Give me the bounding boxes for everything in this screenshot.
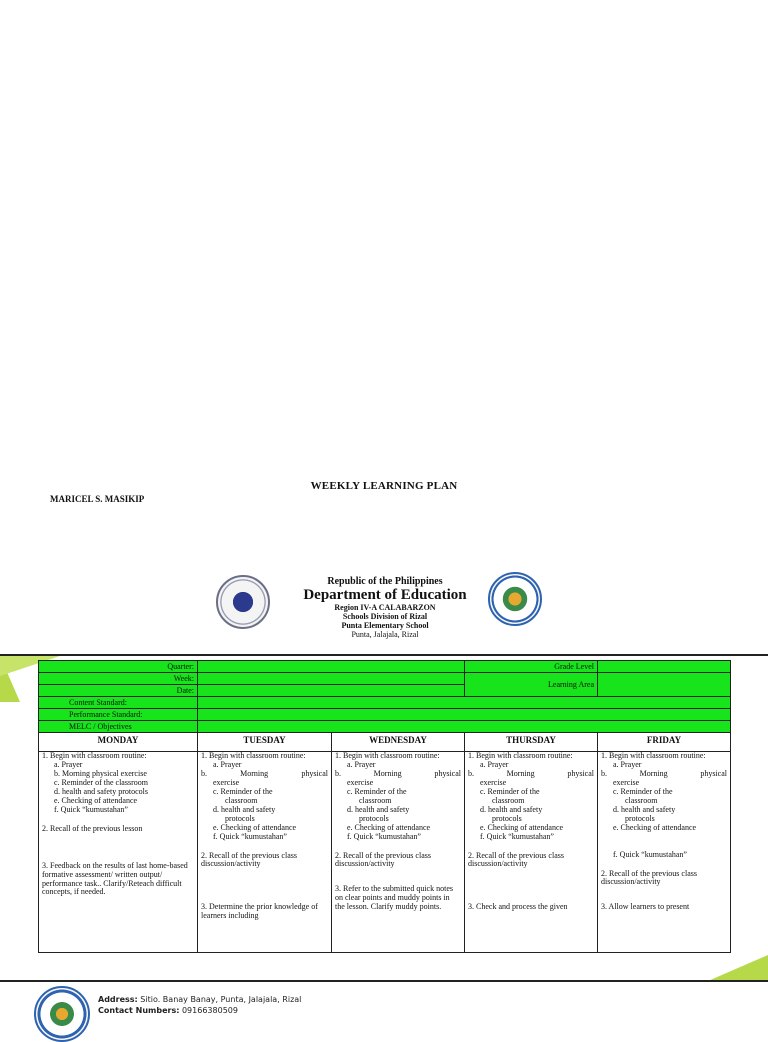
routine-reminder-short: c. Reminder of the — [213, 786, 273, 796]
performance-standard-value[interactable] — [198, 709, 731, 721]
thursday-activities — [465, 752, 598, 953]
tuesday-recall: 2. Recall of the previous class discussion/activity — [201, 850, 297, 869]
routine-kumustahan: f. Quick “kumustahan” — [613, 849, 687, 859]
routine-health: d. health and safety protocols — [54, 786, 148, 796]
wednesday-recall: 2. Recall of the previous class discussion/activity — [335, 850, 431, 869]
routine-reminder-short: c. Reminder of the — [347, 786, 407, 796]
school-address-line: Punta, Jalajala, Rizal — [351, 629, 419, 639]
thursday-check: 3. Check and process the given — [468, 902, 568, 912]
week-value[interactable] — [198, 673, 465, 685]
friday-allow: 3. Allow learners to present — [601, 902, 690, 912]
routine-morning-b: b. — [201, 768, 207, 778]
day-header-thursday: THURSDAY — [465, 733, 598, 752]
routine-morning-b: b. — [335, 768, 341, 778]
routine-health-short: d. health and safety — [480, 804, 543, 814]
content-standard-label: Content Standard: — [39, 697, 198, 709]
routine-reminder-short: c. Reminder of the — [480, 786, 540, 796]
routine-reminder: c. Reminder of the classroom — [54, 777, 148, 787]
republic-line: Republic of the Philippines — [327, 576, 443, 587]
performance-standard-label: Performance Standard: — [39, 709, 198, 721]
date-label: Date: — [39, 685, 198, 697]
routine-morning-b: b. — [601, 768, 607, 778]
wednesday-activities — [332, 752, 465, 953]
grade-level-value[interactable] — [598, 661, 731, 673]
routine-prayer: a. Prayer — [347, 759, 376, 769]
routine-begin: 1. Begin with classroom routine: — [601, 751, 706, 760]
routine-protocols: protocols — [625, 813, 655, 823]
routine-morning: b. Morning physical exercise — [54, 768, 147, 778]
friday-recall: 2. Recall of the previous class discussion/activity — [601, 868, 697, 887]
routine-begin: 1. Begin with classroom routine: — [335, 751, 440, 760]
routine-reminder-short: c. Reminder of the — [613, 786, 673, 796]
letterhead — [220, 576, 550, 640]
melc-label: MELC / Objectives — [39, 721, 198, 733]
melc-value[interactable] — [198, 721, 731, 733]
routine-attendance: e. Checking of attendance — [213, 822, 297, 832]
footer-contact — [98, 995, 301, 1017]
contact-label: Contact Numbers: — [98, 1005, 180, 1015]
routine-exercise: exercise — [347, 777, 374, 787]
routine-morning-physical: physical — [700, 768, 727, 778]
department-line: Department of Education — [303, 587, 467, 604]
day-header-friday: FRIDAY — [598, 733, 731, 752]
routine-morning-b: b. — [468, 768, 474, 778]
date-value[interactable] — [198, 685, 465, 697]
routine-prayer: a. Prayer — [613, 759, 642, 769]
region-line: Region IV-A CALABARZON — [334, 602, 436, 612]
routine-prayer: a. Prayer — [480, 759, 509, 769]
routine-kumustahan: f. Quick “kumustahan” — [480, 831, 554, 841]
document-title: WEEKLY LEARNING PLAN — [310, 480, 458, 492]
tuesday-activities — [198, 752, 332, 953]
day-header-wednesday: WEDNESDAY — [332, 733, 465, 752]
teacher-name: MARICEL S. MASIKIP — [50, 494, 145, 504]
week-label: Week: — [39, 673, 198, 685]
monday-activities — [39, 752, 198, 953]
routine-exercise: exercise — [480, 777, 507, 787]
weekly-plan-table — [38, 660, 731, 953]
routine-protocols: protocols — [492, 813, 522, 823]
decor-triangle-right — [708, 955, 768, 981]
day-header-tuesday: TUESDAY — [198, 733, 332, 752]
friday-activities — [598, 752, 731, 953]
learning-area-value[interactable] — [598, 673, 731, 697]
thursday-recall: 2. Recall of the previous class discussion/activity — [468, 850, 564, 869]
footer-school-seal-icon — [34, 986, 90, 1042]
routine-morning-word: Morning — [506, 768, 535, 778]
routine-health-short: d. health and safety — [347, 804, 410, 814]
routine-exercise: exercise — [213, 777, 240, 787]
footer-divider — [0, 980, 768, 982]
routine-morning-physical: physical — [434, 768, 461, 778]
routine-protocols: protocols — [225, 813, 255, 823]
routine-morning-word: Morning — [639, 768, 668, 778]
routine-classroom: classroom — [492, 795, 525, 805]
monday-recall: 2. Recall of the previous lesson — [42, 823, 143, 833]
routine-attendance: e. Checking of attendance — [613, 822, 697, 832]
routine-kumustahan: f. Quick “kumustahan” — [347, 831, 421, 841]
address-value: Sitio. Banay Banay, Punta, Jalajala, Rizal — [140, 995, 302, 1004]
routine-classroom: classroom — [625, 795, 658, 805]
routine-health-short: d. health and safety — [213, 804, 276, 814]
routine-attendance: e. Checking of attendance — [480, 822, 564, 832]
content-standard-value[interactable] — [198, 697, 731, 709]
routine-classroom: classroom — [225, 795, 258, 805]
routine-protocols: protocols — [359, 813, 389, 823]
school-line: Punta Elementary School — [341, 620, 429, 630]
address-label: Address: — [98, 995, 138, 1004]
wednesday-refer: 3. Refer to the submitted quick notes on clear points and muddy points in the lesson. Clarify muddy points. — [335, 884, 453, 912]
routine-begin: 1. Begin with classroom routine: — [468, 751, 573, 760]
routine-begin: 1. Begin with classroom routine: — [201, 751, 306, 760]
learning-area-label: Learning Area — [465, 673, 598, 697]
routine-kumustahan: f. Quick “kumustahan” — [54, 804, 128, 814]
quarter-label: Quarter: — [39, 661, 198, 673]
routine-exercise: exercise — [613, 777, 640, 787]
routine-morning-word: Morning — [240, 768, 269, 778]
routine-health-short: d. health and safety — [613, 804, 676, 814]
division-line: Schools Division of Rizal — [342, 611, 428, 621]
quarter-value[interactable] — [198, 661, 465, 673]
routine-morning-physical: physical — [301, 768, 328, 778]
routine-begin: 1. Begin with classroom routine: — [42, 751, 147, 760]
header-divider — [0, 654, 768, 656]
grade-level-label: Grade Level — [465, 661, 598, 673]
routine-attendance: e. Checking of attendance — [347, 822, 431, 832]
routine-prayer: a. Prayer — [213, 759, 242, 769]
day-header-monday: MONDAY — [39, 733, 198, 752]
tuesday-determine: 3. Determine the prior knowledge of learners including — [201, 902, 318, 921]
routine-morning-word: Morning — [373, 768, 402, 778]
routine-classroom: classroom — [359, 795, 392, 805]
monday-feedback: 3. Feedback on the results of last home-based formative assessment/ written output/ performance task.. Clarify/Reteach difficult concepts, if needed. — [42, 860, 188, 897]
routine-prayer: a. Prayer — [54, 759, 83, 769]
routine-attendance: e. Checking of attendance — [54, 795, 138, 805]
routine-kumustahan: f. Quick “kumustahan” — [213, 831, 287, 841]
contact-value: 09166380509 — [181, 1005, 238, 1015]
routine-morning-physical: physical — [567, 768, 594, 778]
